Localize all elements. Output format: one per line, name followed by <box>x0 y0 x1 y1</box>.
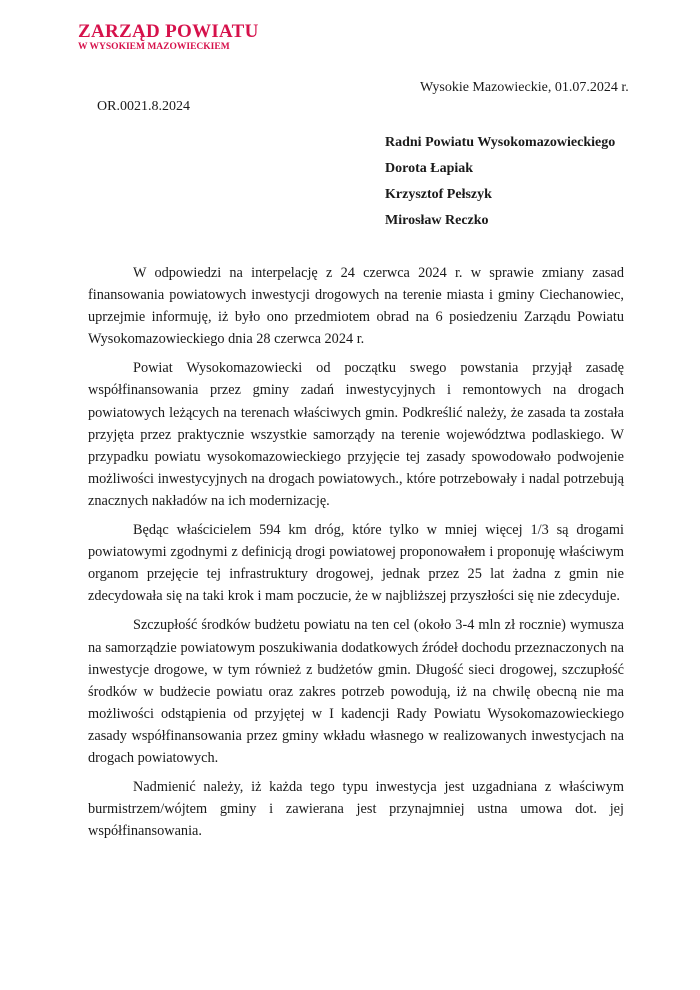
reference-number: OR.0021.8.2024 <box>97 99 190 114</box>
recipient-name: Dorota Łapiak <box>385 161 474 176</box>
recipient-name: Mirosław Reczko <box>385 213 489 228</box>
recipients-block <box>385 134 615 238</box>
place-date: Wysokie Mazowieckie, 01.07.2024 r. <box>420 80 629 95</box>
logo-title: ZARZĄD POWIATU <box>78 21 259 42</box>
header-logo <box>78 22 259 53</box>
recipient-name: Krzysztof Pełszyk <box>385 187 492 202</box>
paragraph: Nadmienić należy, iż każda tego typu inwestycja jest uzgadniana z właściwym burmistrzem/wójtem gminy i zawierana jest przynajmniej ustna umowa dot. jej współfinansowania. <box>88 779 624 840</box>
logo-subtitle: W WYSOKIEM MAZOWIECKIEM <box>78 42 230 52</box>
paragraph: Będąc właścicielem 594 km dróg, które tylko w mniej więcej 1/3 są drogami powiatowymi zgodnymi z definicją drogi powiatowej proponowałem i proponuję właściwym organom przejęcie tej infrastruktury drogowej, jednak przez 25 lat żadna z gmin nie zdecydowała się na taki krok i mam poczucie, że w najbliższej przyszłości się nie zdecyduje. <box>88 522 624 605</box>
paragraph: Powiat Wysokomazowiecki od początku swego powstania przyjął zasadę współfinansowania przez gminy zadań inwestycyjnych i remontowych na drogach powiatowych leżących na terenach właściwych gmin. Podkreślić należy, że zasada ta została przyjęta przez praktycznie wszystkie samorządy na terenie województwa podlaskiego. W przypadku powiatu wysokomazowieckiego przyjęcie tej zasady spowodowało podwojenie możliwości inwestycyjnych na drogach powiatowych., które potrzebowały i nadal potrzebują znacznych nakładów na ich modernizację. <box>88 360 624 509</box>
letter-body <box>88 262 624 849</box>
recipient-council: Radni Powiatu Wysokomazowieckiego <box>385 135 616 150</box>
paragraph: W odpowiedzi na interpelację z 24 czerwca 2024 r. w sprawie zmiany zasad finansowania powiatowych inwestycji drogowych na terenie miasta i gminy Ciechanowiec, uprzejmie informuję, iż było ono przedmiotem obrad na 6 posiedzeniu Zarządu Powiatu Wysokomazowieckiego dnia 28 czerwca 2024 r. <box>88 265 624 348</box>
paragraph: Szczupłość środków budżetu powiatu na ten cel (około 3-4 mln zł rocznie) wymusza na samorządzie powiatowym poszukiwania dodatkowych źródeł dochodu przeznaczonych na inwestycje drogowe, w tym również z budżetów gmin. Długość sieci drogowej, szczupłość środków w budżecie powiatu oraz zakres potrzeb powodują, iż na chwilę obecną nie ma możliwości odstąpienia od przyjętej w I kadencji Rady Powiatu Wysokomazowieckiego zasady współfinansowania przez gminy wkładu własnego w realizowanych inwestycjach na drogach powiatowych. <box>88 617 624 766</box>
